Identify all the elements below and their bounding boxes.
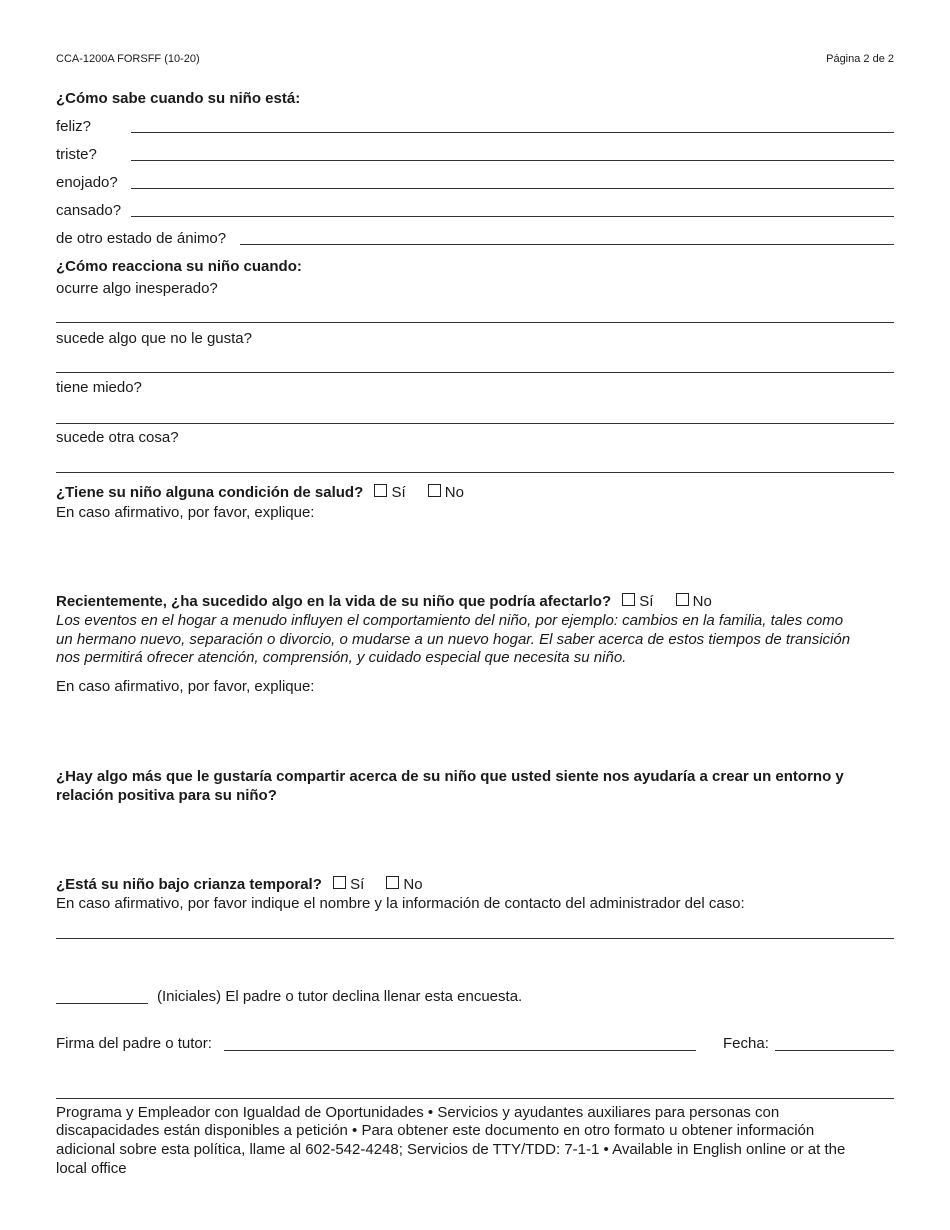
foster-explain-label: En caso afirmativo, por favor indique el nombre y la información de contacto del administrador del caso:: [56, 895, 745, 912]
health-explain-label: En caso afirmativo, por favor, explique:: [56, 504, 315, 521]
recent-yes-checkbox[interactable]: [622, 593, 635, 606]
reaction-answer-line-afraid[interactable]: [56, 423, 894, 424]
mood-answer-line-sad[interactable]: [131, 160, 894, 161]
recent-note-line-2: un hermano nuevo, separación o divorcio, o mudarse a un nuevo hogar. El saber acerca de estos tiempos de transición: [56, 631, 851, 648]
signature-label: Firma del padre o tutor:: [56, 1035, 212, 1052]
foster-yes-checkbox[interactable]: [333, 876, 346, 889]
health-yes-checkbox[interactable]: [374, 484, 387, 497]
mood-heading: ¿Cómo sabe cuando su niño está:: [56, 90, 301, 107]
recent-note-line-1: Los eventos en el hogar a menudo influyen el comportamiento del niño, por ejemplo: cambios en la familia, tales como: [56, 612, 844, 629]
foster-yes-label: Sí: [350, 876, 365, 893]
date-label: Fecha:: [723, 1035, 769, 1052]
reaction-heading: ¿Cómo reacciona su niño cuando:: [56, 258, 302, 275]
mood-label-happy: feliz?: [56, 118, 92, 135]
footer-divider: [56, 1098, 894, 1099]
decline-text: (Iniciales) El padre o tutor declina llenar esta encuesta.: [157, 988, 523, 1005]
reaction-answer-line-other[interactable]: [56, 472, 894, 473]
footer-line-1: Programa y Empleador con Igualdad de Oportunidades • Servicios y ayudantes auxiliares para personas con: [56, 1104, 780, 1121]
mood-answer-line-tired[interactable]: [131, 216, 894, 217]
foster-question-row: [56, 876, 423, 894]
health-yes-label: Sí: [391, 484, 406, 501]
footer-line-4: local office: [56, 1160, 127, 1177]
mood-answer-line-happy[interactable]: [131, 132, 894, 133]
recent-note-line-3: nos permitirá ofrecer atención, comprensión, y cuidado especial que necesita su niño.: [56, 649, 627, 666]
health-question: ¿Tiene su niño alguna condición de salud?: [56, 484, 364, 501]
health-question-row: [56, 484, 464, 502]
recent-yes-label: Sí: [639, 593, 654, 610]
recent-question-row: [56, 593, 712, 611]
signature-line[interactable]: [224, 1050, 696, 1051]
reaction-answer-line-dislike[interactable]: [56, 372, 894, 373]
foster-answer-line[interactable]: [56, 938, 894, 939]
share-question-line-1: ¿Hay algo más que le gustaría compartir acerca de su niño que usted siente nos ayudaría a crear un entorno y: [56, 768, 844, 785]
foster-question: ¿Está su niño bajo crianza temporal?: [56, 876, 322, 893]
mood-answer-line-angry[interactable]: [131, 188, 894, 189]
health-no-checkbox[interactable]: [428, 484, 441, 497]
reaction-label-unexpected: ocurre algo inesperado?: [56, 280, 218, 297]
footer-line-2: discapacidades están disponibles a petición • Para obtener este documento en otro formato u obtener información: [56, 1122, 815, 1139]
reaction-label-afraid: tiene miedo?: [56, 379, 142, 396]
recent-question: Recientemente, ¿ha sucedido algo en la vida de su niño que podría afectarlo?: [56, 593, 612, 610]
mood-label-tired: cansado?: [56, 202, 122, 219]
footer-line-3: adicional sobre esta política, llame al 602-542-4248; Servicios de TTY/TDD: 7-1-1 • Available in English online or at the: [56, 1141, 846, 1158]
health-no-label: No: [444, 484, 464, 501]
mood-answer-line-other[interactable]: [240, 244, 894, 245]
initials-line[interactable]: [56, 1003, 148, 1004]
recent-no-label: No: [692, 593, 712, 610]
share-question-line-2: relación positiva para su niño?: [56, 787, 277, 804]
form-id: CCA-1200A FORSFF (10-20): [56, 53, 200, 65]
recent-no-checkbox[interactable]: [676, 593, 689, 606]
reaction-label-dislike: sucede algo que no le gusta?: [56, 330, 252, 347]
page-number: Página 2 de 2: [826, 53, 894, 65]
mood-label-other: de otro estado de ánimo?: [56, 230, 227, 247]
mood-label-sad: triste?: [56, 146, 97, 163]
foster-no-label: No: [403, 876, 423, 893]
reaction-answer-line-unexpected[interactable]: [56, 322, 894, 323]
reaction-label-other: sucede otra cosa?: [56, 429, 179, 446]
date-line[interactable]: [775, 1050, 894, 1051]
mood-label-angry: enojado?: [56, 174, 118, 191]
foster-no-checkbox[interactable]: [386, 876, 399, 889]
recent-explain-label: En caso afirmativo, por favor, explique:: [56, 678, 315, 695]
